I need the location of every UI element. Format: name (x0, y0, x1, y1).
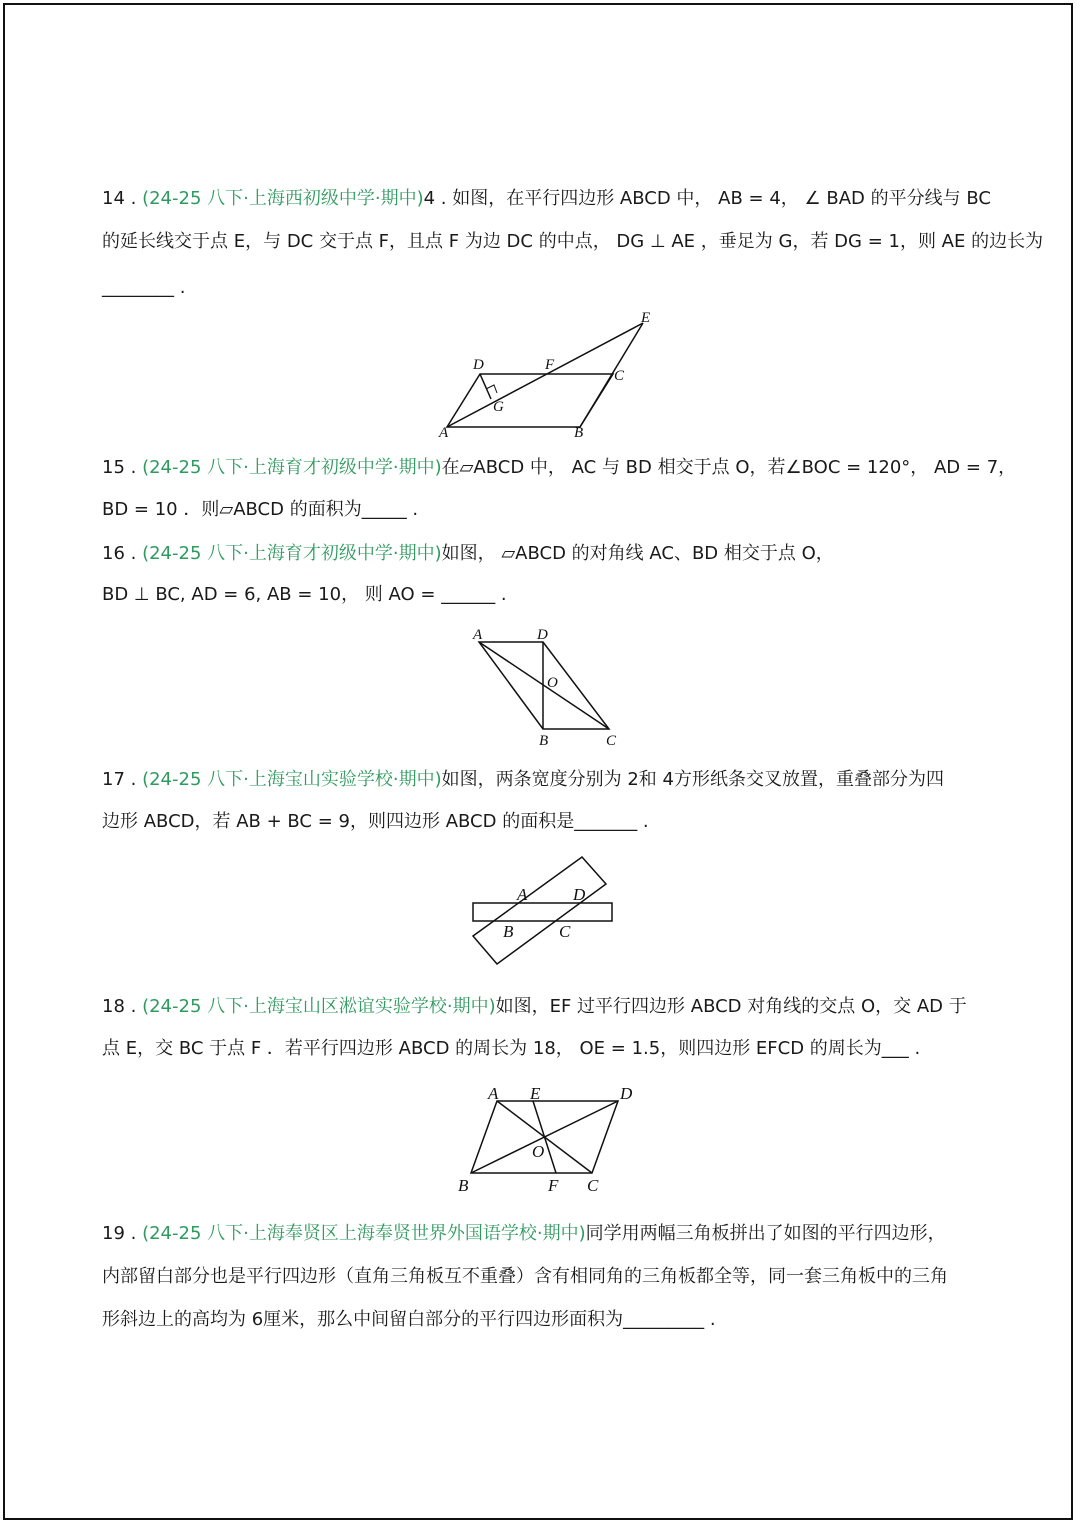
problem-source: (24-25 八下·上海育才初级中学·期中) (142, 543, 442, 564)
problem-number: 16 (102, 543, 125, 564)
problem-text: 的延长线交于点 E，与 DC 交于点 F，且点 F 为边 DC 的中点， DG ⊥ AE ，垂足为 G，若 DG = 1，则 AE 的边长为 (102, 231, 1044, 252)
problem-text: 点 E，交 BC 于点 F ．若平行四边形 ABCD 的周长为 18， OE = 1.5，则四边形 EFCD 的周长为___ . (102, 1038, 921, 1059)
figure-18-parallelogram (450, 1077, 650, 1197)
label-B: B (539, 733, 549, 749)
label-O: O (532, 1142, 545, 1161)
label-C: C (587, 1176, 599, 1195)
problem-text: 形斜边上的高均为 6厘米，那么中间留白部分的平行四边形面积为_________ . (102, 1309, 716, 1330)
problem-number: 18 (102, 996, 125, 1017)
problem-number: 17 (102, 769, 125, 790)
label-C: C (614, 368, 625, 384)
problem-number: 19 (102, 1223, 125, 1244)
problem-text: 如图，两条宽度分别为 2和 4方形纸条交叉放置，重叠部分为四 (441, 769, 944, 790)
problem-number: 15 (102, 457, 125, 478)
label-G: G (493, 399, 504, 415)
problem-16-line-1: 16 . (24-25 八下·上海育才初级中学·期中)如图， ▱ABCD 的对角线 AC、BD 相交于点 O， (102, 543, 834, 564)
problem-14-line-1: 14 . (24-25 八下·上海西初级中学·期中)4 . 如图，在平行四边形 ABCD 中， AB = 4， ∠ BAD 的平分线与 BC (102, 188, 991, 209)
label-B: B (574, 425, 584, 440)
label-E: E (641, 310, 651, 326)
figure-17-crossed-strips (465, 850, 625, 980)
answer-blank: ________ . (102, 277, 186, 298)
label-F: F (548, 1176, 559, 1195)
problem-source: (24-25 八下·上海育才初级中学·期中) (142, 457, 442, 478)
problem-15-line-1: 15 . (24-25 八下·上海育才初级中学·期中)在▱ABCD 中， AC 与 BD 相交于点 O，若∠BOC = 120°， AD = 7， (102, 457, 1017, 478)
label-D: D (537, 627, 548, 643)
problem-text: 如图， ▱ABCD 的对角线 AC、BD 相交于点 O， (441, 543, 834, 564)
label-E: E (530, 1084, 541, 1103)
problem-source: (24-25 八下·上海宝山实验学校·期中) (142, 769, 442, 790)
problem-source: (24-25 八下·上海奉贤区上海奉贤世界外国语学校·期中) (142, 1223, 586, 1244)
label-D: D (473, 357, 484, 373)
problem-text: 同学用两幅三角板拼出了如图的平行四边形， (585, 1223, 946, 1244)
label-A: A (517, 885, 528, 904)
problem-19-line-1: 19 . (24-25 八下·上海奉贤区上海奉贤世界外国语学校·期中)同学用两幅三角板拼出了如图的平行四边形， (102, 1223, 946, 1244)
problem-text: 内部留白部分也是平行四边形（直角三角板互不重叠）含有相同角的三角板都全等，同一套三角板中的三角 (102, 1266, 948, 1287)
problem-text: BD ⊥ BC, AD = 6, AB = 10， 则 AO = ______ . (102, 584, 507, 605)
problem-source: (24-25 八下·上海宝山区淞谊实验学校·期中) (142, 996, 496, 1017)
problem-text: 如图，EF 过平行四边形 ABCD 对角线的交点 O，交 AD 于 (495, 996, 967, 1017)
problem-text: 4 . 如图，在平行四边形 ABCD 中， AB = 4， ∠ BAD 的平分线与 BC (423, 188, 991, 209)
label-B: B (503, 922, 514, 941)
label-F: F (545, 357, 555, 373)
problem-18-line-1: 18 . (24-25 八下·上海宝山区淞谊实验学校·期中)如图，EF 过平行四边形 ABCD 对角线的交点 O，交 AD 于 (102, 996, 967, 1017)
figure-14-parallelogram (425, 305, 665, 440)
label-B: B (458, 1176, 469, 1195)
label-A: A (488, 1084, 499, 1103)
problem-17-line-1: 17 . (24-25 八下·上海宝山实验学校·期中)如图，两条宽度分别为 2和 4方形纸条交叉放置，重叠部分为四 (102, 769, 944, 790)
label-O: O (547, 675, 558, 691)
problem-text: BD = 10 ．则▱ABCD 的面积为_____ . (102, 499, 419, 520)
label-C: C (606, 733, 617, 749)
label-D: D (573, 885, 586, 904)
worksheet-page (3, 3, 1073, 1520)
problem-text: 边形 ABCD，若 AB + BC = 9，则四边形 ABCD 的面积是_______ . (102, 811, 649, 832)
problem-source: (24-25 八下·上海西初级中学·期中) (142, 188, 424, 209)
problem-text: 在▱ABCD 中， AC 与 BD 相交于点 O，若∠BOC = 120°， AD = 7， (441, 457, 1017, 478)
label-A: A (439, 425, 449, 440)
problem-number: 14 (102, 188, 125, 209)
figure-16-parallelogram (465, 625, 635, 750)
label-A: A (473, 627, 483, 643)
label-C: C (559, 922, 571, 941)
label-D: D (620, 1084, 633, 1103)
